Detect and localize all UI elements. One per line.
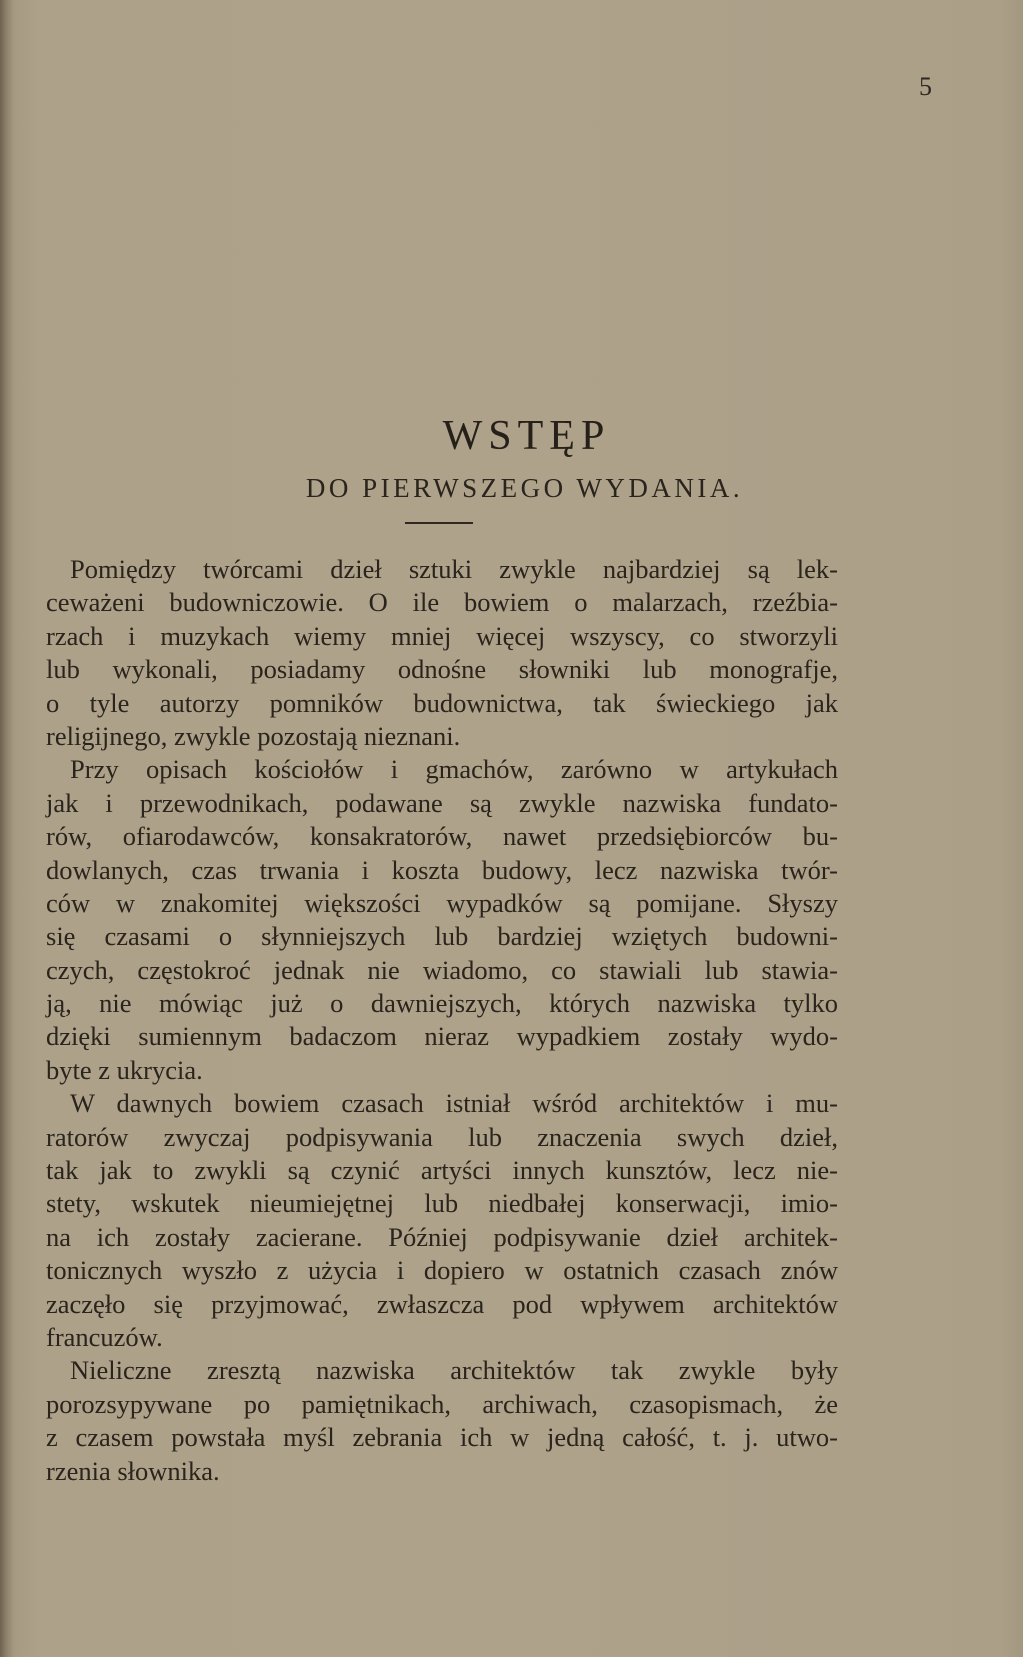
text-line: ców w znakomitej większości wypadków są pomijane. Słyszy xyxy=(46,887,838,918)
text-line: o tyle autorzy pomników budownictwa, tak świeckiego jak xyxy=(46,687,838,718)
text-line: tak jak to zwykli są czynić artyści innych kunsztów, lecz nie- xyxy=(46,1155,838,1186)
text-line: francuzów. xyxy=(46,1321,163,1352)
page-subtitle: DO PIERWSZEGO WYDANIA. xyxy=(305,473,744,503)
text-line: rzenia słownika. xyxy=(46,1455,220,1486)
text-line: religijnego, zwykle pozostają nieznani. xyxy=(46,720,461,751)
text-line: porozsypywane po pamiętnikach, archiwach, czasopismach, że xyxy=(46,1388,838,1419)
text-line: rzach i muzykach wiemy mniej więcej wszyscy, co stworzyli xyxy=(46,620,838,651)
text-line: Przy opisach kościołów i gmachów, zarówno w artykułach xyxy=(70,754,838,785)
text-line: z czasem powstała myśl zebrania ich w jedną całość, t. j. utwo- xyxy=(46,1422,838,1453)
text-line: stety, wskutek nieumiejętnej lub niedbałej konserwacji, imio- xyxy=(46,1188,838,1219)
text-line: ją, nie mówiąc już o dawniejszych, których nazwiska tylko xyxy=(46,988,838,1019)
text-line: zaczęło się przyjmować, zwłaszcza pod wpływem architektów xyxy=(46,1288,838,1319)
page-number: 5 xyxy=(919,72,932,101)
text-line: rów, ofiarodawców, konsakratorów, nawet przedsiębiorców bu- xyxy=(46,821,838,852)
text-line: Pomiędzy twórcami dzieł sztuki zwykle najbardziej są lek- xyxy=(70,554,838,584)
text-line: lub wykonali, posiadamy odnośne słowniki lub monografje, xyxy=(46,654,838,685)
text-line: dowlanych, czas trwania i koszta budowy, lecz nazwiska twór- xyxy=(46,854,838,885)
text-line: się czasami o słynniejszych lub bardziej wziętych budowni- xyxy=(46,921,838,952)
body-text xyxy=(46,553,838,1488)
text-line: dzięki sumiennym badaczom nieraz wypadkiem zostały wydo- xyxy=(46,1021,838,1052)
text-line: ratorów zwyczaj podpisywania lub znaczenia swych dzieł, xyxy=(46,1121,838,1152)
text-line: byte z ukrycia. xyxy=(46,1054,203,1085)
text-line: ceważeni budowniczowie. O ile bowiem o malarzach, rzeźbia- xyxy=(46,587,838,618)
title-divider xyxy=(405,522,473,524)
page-title: WSTĘP xyxy=(442,413,611,459)
text-line: tonicznych wyszło z użycia i dopiero w ostatnich czasach znów xyxy=(46,1255,838,1286)
text-line: Nieliczne zresztą nazwiska architektów tak zwykle były xyxy=(70,1355,838,1386)
text-line: na ich zostały zacierane. Później podpisywanie dzieł architek- xyxy=(46,1221,838,1252)
text-line: czych, częstokroć jednak nie wiadomo, co stawiali lub stawia- xyxy=(46,954,838,985)
text-line: jak i przewodnikach, podawane są zwykle nazwiska fundato- xyxy=(46,787,838,818)
text-line: W dawnych bowiem czasach istniał wśród architektów i mu- xyxy=(70,1088,838,1119)
